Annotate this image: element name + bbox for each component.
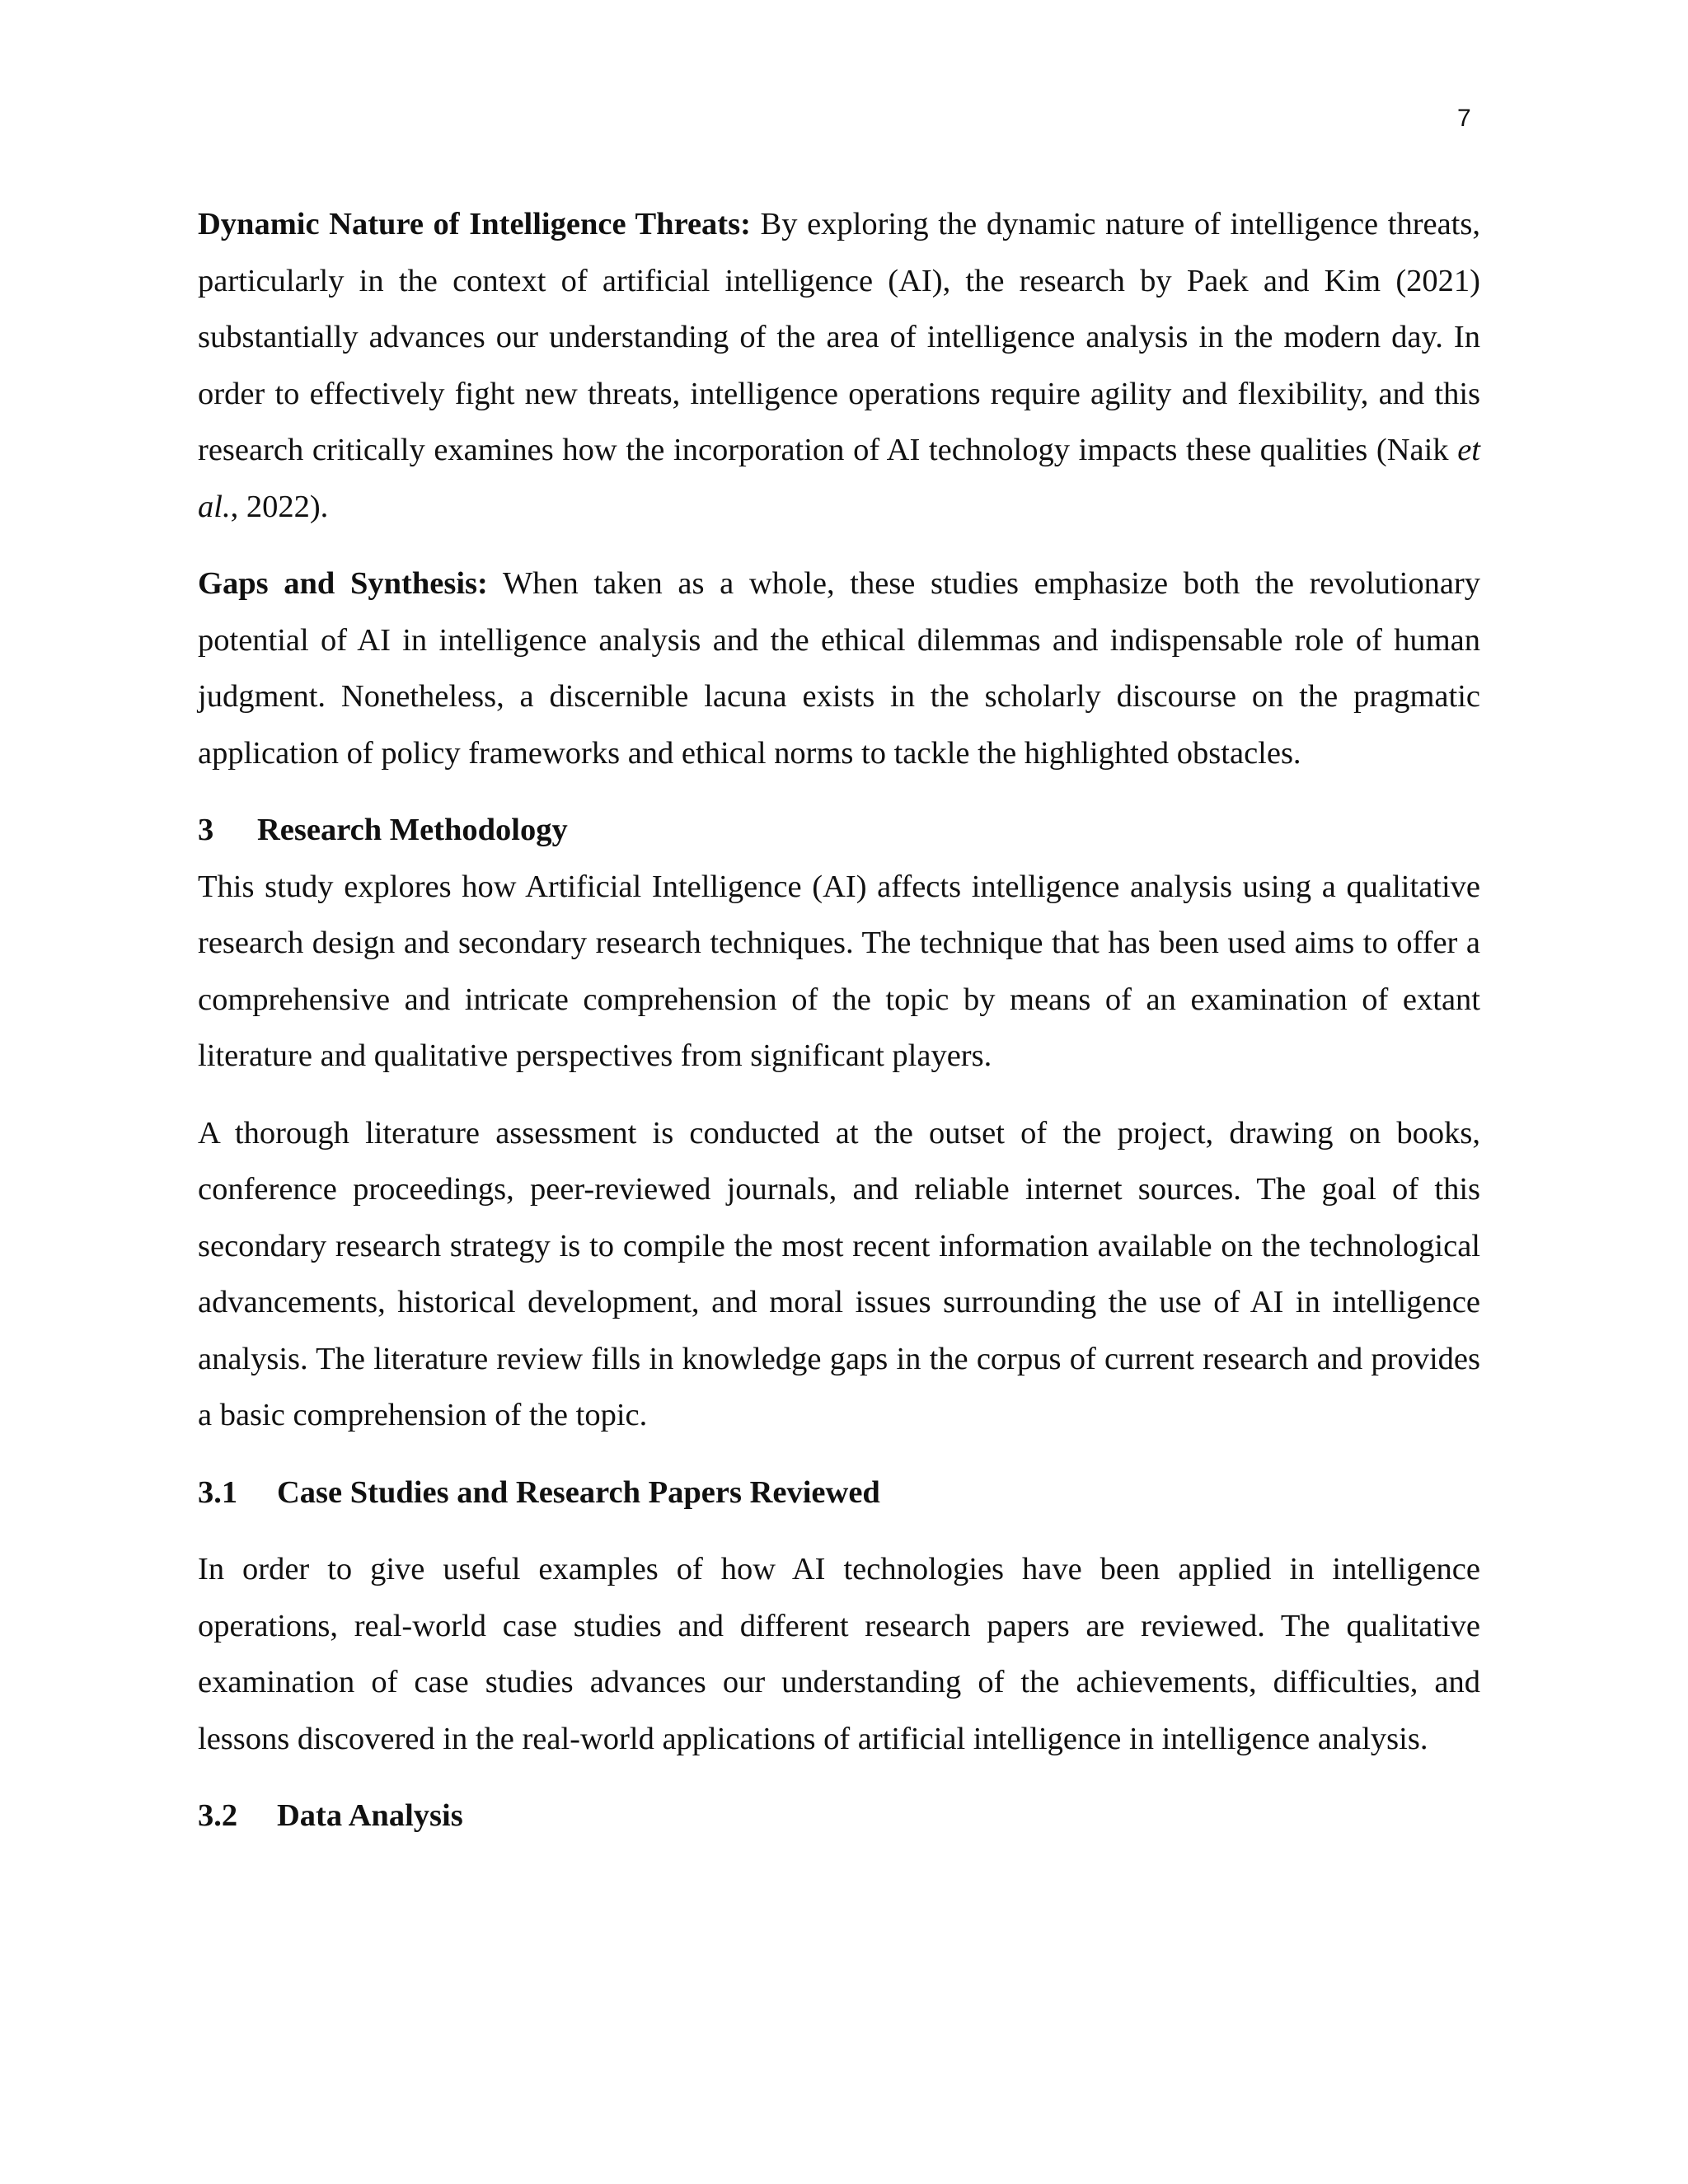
paragraph-text: By exploring the dynamic nature of intelligence threats, particularly in the context of artificial intelligence (AI), the research by Paek and Kim (2021) substantially advances our understanding of the area of intelligence analysis in the modern day. In order to effectively fight new threats, intelligence operations require agility and flexibility, and this research critically examines how the incorporation of AI technology impacts these qualities (Naik [198, 207, 1480, 467]
section-heading-research-methodology [198, 802, 1480, 859]
document-body [198, 196, 1480, 1844]
subsection-heading-case-studies [198, 1465, 1480, 1521]
paragraph-lead-gaps-synthesis: Gaps and Synthesis: [198, 566, 488, 601]
subsection-title: Case Studies and Research Papers Reviewed [277, 1474, 880, 1510]
section-number: 3 [198, 813, 214, 847]
page-number: 7 [1457, 105, 1471, 132]
paragraph-dynamic-nature [198, 196, 1480, 535]
citation-italic: et al. [198, 433, 1480, 524]
paragraph-lead-dynamic-nature: Dynamic Nature of Intelligence Threats: [198, 207, 751, 241]
subsection-title: Data Analysis [277, 1798, 463, 1833]
paragraph-case-studies: In order to give useful examples of how AI technologies have been applied in intelligence operations, real-world case studies and different research papers are reviewed. The qualitative examination of case studies advances our understanding of the achievements, difficulties, and lessons discovered in the real-world applications of artificial intelligence in intelligence analysis. [198, 1552, 1480, 1756]
paragraph-text-end: , 2022). [230, 489, 329, 524]
paragraph-literature-assessment: A thorough literature assessment is conducted at the outset of the project, drawing on books, conference proceedings, peer-reviewed journals, and reliable internet sources. The goal of this secondary research strategy is to compile the most recent information available on the technological advancements, historical development, and moral issues surrounding the use of AI in intelligence analysis. The literature review fills in knowledge gaps in the corpus of current research and provides a basic comprehension of the topic. [198, 1115, 1480, 1432]
paragraph-methodology-intro: This study explores how Artificial Intelligence (AI) affects intelligence analysis using a qualitative research design and secondary research techniques. The technique that has been used aims to offer a comprehensive and intricate comprehension of the topic by means of an examination of extant literature and qualitative perspectives from significant players. [198, 869, 1480, 1073]
paragraph-gaps-synthesis [198, 555, 1480, 781]
subsection-number: 3.1 [198, 1474, 238, 1510]
subsection-number: 3.2 [198, 1798, 238, 1833]
section-title: Research Methodology [257, 813, 568, 847]
subsection-heading-data-analysis [198, 1788, 1480, 1844]
paragraph-text: When taken as a whole, these studies emphasize both the revolutionary potential of AI in intelligence analysis and the ethical dilemmas and indispensable role of human judgment. Nonetheless, a discernible lacuna exists in the scholarly discourse on the pragmatic application of policy frameworks and ethical norms to tackle the highlighted obstacles. [198, 566, 1480, 771]
